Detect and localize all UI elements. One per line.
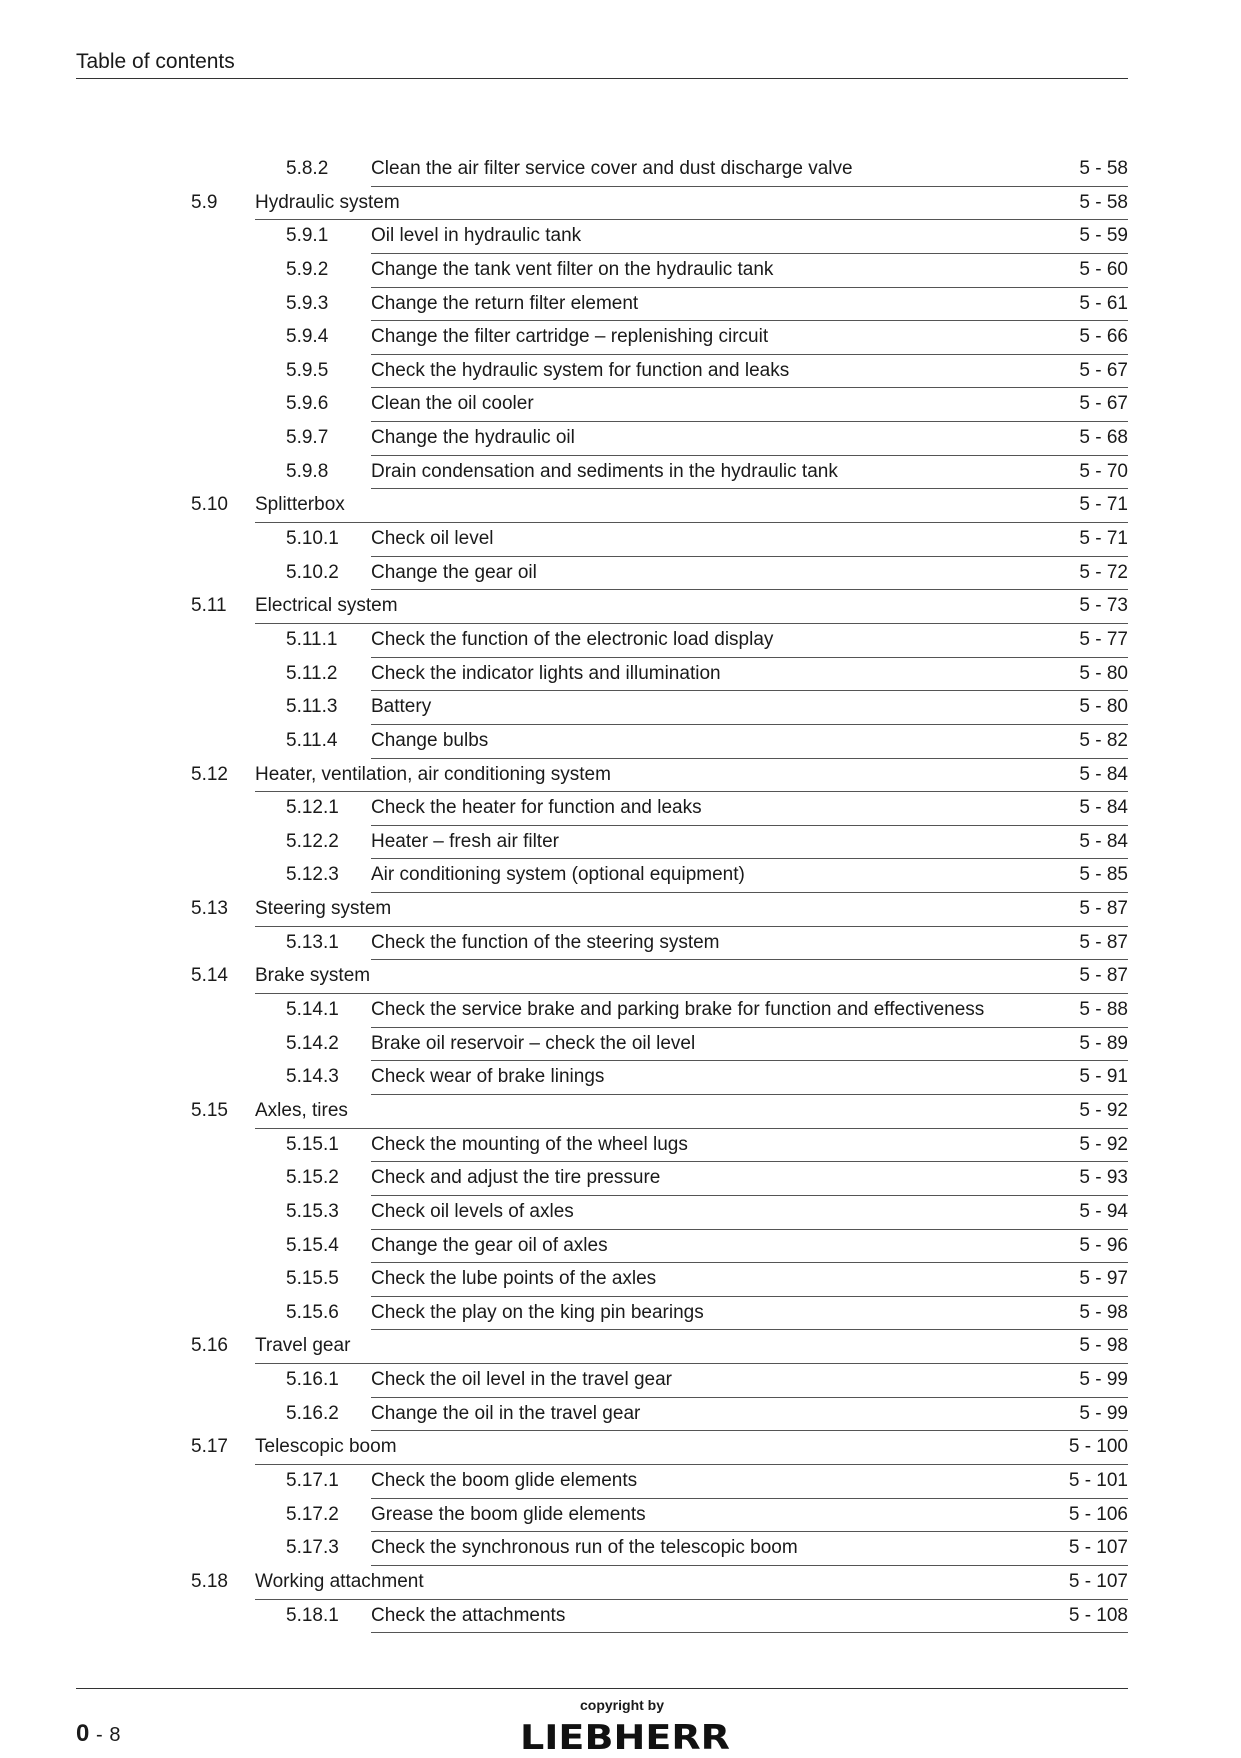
toc-entry-title: Check the lube points of the axles bbox=[371, 1268, 657, 1290]
toc-entry-underline bbox=[371, 825, 1128, 826]
toc-entry-title: Heater, ventilation, air conditioning system bbox=[255, 763, 611, 785]
toc-entry-number: 5.11.3 bbox=[286, 696, 338, 718]
toc-entry-underline bbox=[371, 1094, 1128, 1095]
liebherr-logo: LIEBHERR bbox=[520, 1718, 730, 1758]
toc-subsection-entry[interactable] bbox=[0, 996, 1241, 1030]
toc-entry-page: 5 - 60 bbox=[1079, 258, 1128, 280]
toc-entry-underline bbox=[371, 1397, 1128, 1398]
toc-entry-title: Change the return filter element bbox=[371, 292, 639, 314]
toc-entry-title: Change the hydraulic oil bbox=[371, 427, 575, 449]
toc-subsection-entry[interactable] bbox=[0, 1366, 1241, 1400]
toc-entry-title: Check oil level bbox=[371, 528, 494, 550]
toc-entry-underline bbox=[371, 589, 1128, 590]
toc-entry-page: 5 - 67 bbox=[1079, 393, 1128, 415]
toc-section-entry[interactable] bbox=[0, 189, 1241, 223]
toc-entry-page: 5 - 107 bbox=[1068, 1537, 1128, 1559]
toc-entry-title: Change the tank vent filter on the hydraulic tank bbox=[371, 258, 774, 280]
toc-entry-page: 5 - 87 bbox=[1079, 965, 1128, 987]
toc-subsection-entry[interactable] bbox=[0, 222, 1241, 256]
toc-entry-title: Telescopic boom bbox=[255, 1436, 397, 1458]
footer-divider bbox=[76, 1688, 1128, 1689]
toc-entry-title: Check the mounting of the wheel lugs bbox=[371, 1133, 688, 1155]
toc-entry-number: 5.17.2 bbox=[286, 1503, 339, 1525]
toc-entry-page: 5 - 59 bbox=[1079, 225, 1128, 247]
toc-entry-page: 5 - 88 bbox=[1079, 999, 1128, 1021]
toc-entry-title: Steering system bbox=[255, 898, 392, 920]
toc-entry-page: 5 - 70 bbox=[1079, 460, 1128, 482]
toc-section-entry[interactable] bbox=[0, 1568, 1241, 1602]
toc-entry-page: 5 - 98 bbox=[1079, 1301, 1128, 1323]
page-separator: - bbox=[96, 1724, 103, 1746]
toc-entry-page: 5 - 80 bbox=[1079, 662, 1128, 684]
toc-entry-underline bbox=[371, 488, 1128, 489]
toc-entry-number: 5.15.3 bbox=[286, 1200, 339, 1222]
toc-entry-title: Air conditioning system (optional equipment) bbox=[371, 864, 745, 886]
toc-subsection-entry[interactable] bbox=[0, 1400, 1241, 1434]
toc-entry-page: 5 - 73 bbox=[1079, 595, 1128, 617]
toc-entry-number: 5.15.2 bbox=[286, 1167, 339, 1189]
toc-entry-number: 5.9.6 bbox=[286, 393, 329, 415]
toc-entry-underline bbox=[371, 1296, 1128, 1297]
toc-subsection-entry[interactable] bbox=[0, 357, 1241, 391]
toc-entry-title: Drain condensation and sediments in the hydraulic tank bbox=[371, 460, 838, 482]
toc-entry-number: 5.9.4 bbox=[286, 326, 329, 348]
toc-entry-page: 5 - 100 bbox=[1068, 1436, 1128, 1458]
toc-entry-underline bbox=[371, 287, 1128, 288]
toc-entry-underline bbox=[371, 1161, 1128, 1162]
toc-entry-title: Check the hydraulic system for function and leaks bbox=[371, 359, 790, 381]
toc-entry-title: Travel gear bbox=[255, 1335, 351, 1357]
toc-entry-number: 5.14 bbox=[191, 965, 228, 987]
header-divider bbox=[76, 78, 1128, 79]
toc-entry-page: 5 - 91 bbox=[1079, 1066, 1128, 1088]
toc-entry-underline bbox=[371, 724, 1128, 725]
toc-entry-title: Clean the air filter service cover and dust discharge valve bbox=[371, 158, 853, 179]
toc-entry-title: Axles, tires bbox=[255, 1099, 348, 1121]
toc-entry-page: 5 - 80 bbox=[1079, 696, 1128, 718]
toc-entry-page: 5 - 96 bbox=[1079, 1234, 1128, 1256]
toc-entry-page: 5 - 85 bbox=[1079, 864, 1128, 886]
toc-entry-number: 5.17.3 bbox=[286, 1537, 339, 1559]
toc-entry-underline bbox=[255, 522, 1128, 523]
toc-entry-underline bbox=[371, 1195, 1128, 1196]
toc-section-entry[interactable] bbox=[0, 761, 1241, 795]
toc-section-entry[interactable] bbox=[0, 962, 1241, 996]
toc-entry-title: Battery bbox=[371, 696, 432, 718]
toc-entry-page: 5 - 82 bbox=[1079, 729, 1128, 751]
toc-entry-title: Change bulbs bbox=[371, 729, 489, 751]
toc-subsection-entry[interactable] bbox=[0, 626, 1241, 660]
toc-entry-number: 5.15.6 bbox=[286, 1301, 339, 1323]
toc-entry-title: Clean the oil cooler bbox=[371, 393, 534, 415]
toc-entry-page: 5 - 99 bbox=[1079, 1402, 1128, 1424]
toc-subsection-entry[interactable] bbox=[0, 525, 1241, 559]
toc-entry-page: 5 - 58 bbox=[1079, 158, 1128, 179]
toc-entry-underline bbox=[371, 186, 1128, 187]
toc-entry-number: 5.9.2 bbox=[286, 258, 329, 280]
toc-subsection-entry[interactable] bbox=[0, 323, 1241, 357]
toc-subsection-entry[interactable] bbox=[0, 929, 1241, 963]
toc-entry-underline bbox=[371, 253, 1128, 254]
toc-entry-underline bbox=[371, 387, 1128, 388]
toc-entry-page: 5 - 106 bbox=[1068, 1503, 1128, 1525]
toc-entry-underline bbox=[371, 421, 1128, 422]
toc-entry-title: Check the synchronous run of the telescopic boom bbox=[371, 1537, 798, 1559]
toc-entry-page: 5 - 87 bbox=[1079, 931, 1128, 953]
toc-entry-underline bbox=[255, 1363, 1128, 1364]
toc-section-entry[interactable] bbox=[0, 895, 1241, 929]
toc-entry-underline bbox=[371, 1498, 1128, 1499]
toc-entry-number: 5.11.4 bbox=[286, 729, 338, 751]
toc-entry-page: 5 - 77 bbox=[1079, 628, 1128, 650]
toc-entry-number: 5.10.2 bbox=[286, 561, 339, 583]
toc-entry-number: 5.14.3 bbox=[286, 1066, 339, 1088]
toc-entry-number: 5.11 bbox=[191, 595, 227, 617]
toc-subsection-entry[interactable] bbox=[0, 424, 1241, 458]
toc-entry-underline bbox=[371, 320, 1128, 321]
toc-entry-page: 5 - 71 bbox=[1079, 528, 1128, 550]
toc-entry-number: 5.10.1 bbox=[286, 528, 339, 550]
toc-entry-number: 5.14.1 bbox=[286, 999, 339, 1021]
toc-entry-page: 5 - 93 bbox=[1079, 1167, 1128, 1189]
toc-entry-number: 5.13 bbox=[191, 898, 228, 920]
toc-subsection-entry[interactable] bbox=[0, 1501, 1241, 1535]
toc-entry-underline bbox=[255, 791, 1128, 792]
toc-entry-number: 5.15.5 bbox=[286, 1268, 339, 1290]
toc-entry-title: Check the attachments bbox=[371, 1604, 566, 1626]
toc-entry-number: 5.12.3 bbox=[286, 864, 339, 886]
toc-entry-title: Check oil levels of axles bbox=[371, 1200, 574, 1222]
toc-entry-number: 5.9.5 bbox=[286, 359, 329, 381]
toc-entry-page: 5 - 84 bbox=[1079, 830, 1128, 852]
toc-entry-page: 5 - 97 bbox=[1079, 1268, 1128, 1290]
toc-entry-page: 5 - 94 bbox=[1079, 1200, 1128, 1222]
toc-entry-underline bbox=[255, 1128, 1128, 1129]
toc-entry-underline bbox=[371, 455, 1128, 456]
toc-entry-number: 5.18.1 bbox=[286, 1604, 339, 1626]
toc-entry-title: Check the play on the king pin bearings bbox=[371, 1301, 704, 1323]
toc-entry-underline bbox=[255, 926, 1128, 927]
toc-entry-underline bbox=[371, 959, 1128, 960]
toc-entry-number: 5.8.2 bbox=[286, 158, 329, 179]
toc-entry-underline bbox=[371, 1060, 1128, 1061]
toc-subsection-entry[interactable] bbox=[0, 290, 1241, 324]
toc-entry-underline bbox=[371, 1531, 1128, 1532]
toc-entry-number: 5.9.3 bbox=[286, 292, 329, 314]
toc-entry-underline bbox=[371, 1262, 1128, 1263]
toc-entry-number: 5.9.7 bbox=[286, 427, 329, 449]
toc-entry-title: Splitterbox bbox=[255, 494, 345, 516]
toc-entry-page: 5 - 108 bbox=[1068, 1604, 1128, 1626]
toc-entry-underline bbox=[255, 993, 1128, 994]
toc-entry-title: Change the gear oil of axles bbox=[371, 1234, 608, 1256]
toc-entry-title: Working attachment bbox=[255, 1570, 424, 1592]
toc-entry-title: Check the heater for function and leaks bbox=[371, 797, 702, 819]
toc-entry-underline bbox=[371, 657, 1128, 658]
toc-entry-title: Oil level in hydraulic tank bbox=[371, 225, 582, 247]
toc-entry-underline bbox=[371, 892, 1128, 893]
toc-entry-number: 5.12 bbox=[191, 763, 228, 785]
toc-entry-number: 5.14.2 bbox=[286, 1032, 339, 1054]
toc-entry-title: Check the function of the steering system bbox=[371, 931, 720, 953]
toc-entry-title: Change the filter cartridge – replenishing circuit bbox=[371, 326, 769, 348]
table-of-contents bbox=[0, 155, 1241, 1635]
toc-entry-underline bbox=[371, 1430, 1128, 1431]
toc-subsection-entry[interactable] bbox=[0, 1030, 1241, 1064]
toc-subsection-entry[interactable] bbox=[0, 861, 1241, 895]
toc-entry-underline bbox=[371, 1329, 1128, 1330]
toc-entry-underline bbox=[371, 758, 1128, 759]
page-chapter: 0 bbox=[76, 1720, 90, 1747]
toc-subsection-entry[interactable] bbox=[0, 1232, 1241, 1266]
toc-entry-underline bbox=[371, 556, 1128, 557]
toc-entry-underline bbox=[371, 1027, 1128, 1028]
toc-subsection-entry[interactable] bbox=[0, 390, 1241, 424]
toc-subsection-entry[interactable] bbox=[0, 794, 1241, 828]
toc-subsection-entry[interactable] bbox=[0, 828, 1241, 862]
toc-entry-underline bbox=[371, 690, 1128, 691]
toc-subsection-entry[interactable] bbox=[0, 1063, 1241, 1097]
toc-entry-title: Hydraulic system bbox=[255, 191, 400, 213]
toc-entry-page: 5 - 66 bbox=[1079, 326, 1128, 348]
toc-subsection-entry[interactable] bbox=[0, 155, 1241, 189]
toc-subsection-entry[interactable] bbox=[0, 1164, 1241, 1198]
toc-subsection-entry[interactable] bbox=[0, 256, 1241, 290]
toc-entry-title: Grease the boom glide elements bbox=[371, 1503, 646, 1525]
toc-subsection-entry[interactable] bbox=[0, 559, 1241, 593]
toc-entry-page: 5 - 92 bbox=[1079, 1133, 1128, 1155]
toc-entry-title: Change the oil in the travel gear bbox=[371, 1402, 641, 1424]
toc-entry-title: Check the oil level in the travel gear bbox=[371, 1369, 672, 1391]
toc-entry-number: 5.15.1 bbox=[286, 1133, 339, 1155]
toc-entry-number: 5.9.1 bbox=[286, 225, 329, 247]
toc-section-entry[interactable] bbox=[0, 1332, 1241, 1366]
toc-entry-title: Electrical system bbox=[255, 595, 398, 617]
toc-subsection-entry[interactable] bbox=[0, 660, 1241, 694]
copyright-label: copyright by bbox=[580, 1697, 665, 1713]
page-number bbox=[76, 1720, 121, 1748]
toc-subsection-entry[interactable] bbox=[0, 693, 1241, 727]
toc-entry-underline bbox=[371, 1632, 1128, 1633]
toc-entry-underline bbox=[255, 219, 1128, 220]
toc-section-entry[interactable] bbox=[0, 491, 1241, 525]
toc-entry-number: 5.13.1 bbox=[286, 931, 339, 953]
toc-entry-page: 5 - 99 bbox=[1079, 1369, 1128, 1391]
toc-entry-title: Check the indicator lights and illumination bbox=[371, 662, 721, 684]
toc-entry-page: 5 - 98 bbox=[1079, 1335, 1128, 1357]
toc-entry-page: 5 - 107 bbox=[1068, 1570, 1128, 1592]
toc-entry-number: 5.12.1 bbox=[286, 797, 339, 819]
toc-section-entry[interactable] bbox=[0, 1433, 1241, 1467]
toc-subsection-entry[interactable] bbox=[0, 458, 1241, 492]
toc-entry-underline bbox=[255, 623, 1128, 624]
toc-entry-title: Check the function of the electronic load display bbox=[371, 628, 774, 650]
toc-entry-number: 5.15.4 bbox=[286, 1234, 339, 1256]
toc-entry-page: 5 - 58 bbox=[1079, 191, 1128, 213]
toc-entry-page: 5 - 92 bbox=[1079, 1099, 1128, 1121]
toc-entry-number: 5.10 bbox=[191, 494, 228, 516]
toc-entry-number: 5.16.1 bbox=[286, 1369, 339, 1391]
toc-entry-page: 5 - 84 bbox=[1079, 797, 1128, 819]
toc-entry-page: 5 - 89 bbox=[1079, 1032, 1128, 1054]
toc-entry-underline bbox=[371, 1565, 1128, 1566]
toc-entry-number: 5.15 bbox=[191, 1099, 228, 1121]
toc-entry-underline bbox=[371, 858, 1128, 859]
toc-subsection-entry[interactable] bbox=[0, 1299, 1241, 1333]
toc-subsection-entry[interactable] bbox=[0, 1265, 1241, 1299]
toc-subsection-entry[interactable] bbox=[0, 1198, 1241, 1232]
toc-entry-page: 5 - 71 bbox=[1079, 494, 1128, 516]
toc-subsection-entry[interactable] bbox=[0, 727, 1241, 761]
toc-entry-title: Check wear of brake linings bbox=[371, 1066, 605, 1088]
toc-subsection-entry[interactable] bbox=[0, 1467, 1241, 1501]
toc-entry-number: 5.11.2 bbox=[286, 662, 338, 684]
toc-entry-page: 5 - 68 bbox=[1079, 427, 1128, 449]
toc-entry-underline bbox=[371, 1229, 1128, 1230]
toc-entry-underline bbox=[255, 1464, 1128, 1465]
page-index: 8 bbox=[109, 1724, 121, 1746]
toc-entry-page: 5 - 101 bbox=[1068, 1469, 1128, 1491]
toc-entry-underline bbox=[371, 354, 1128, 355]
toc-section-entry[interactable] bbox=[0, 592, 1241, 626]
toc-entry-title: Brake system bbox=[255, 965, 371, 987]
toc-entry-page: 5 - 61 bbox=[1079, 292, 1128, 314]
toc-entry-title: Heater – fresh air filter bbox=[371, 830, 559, 852]
toc-entry-title: Check the boom glide elements bbox=[371, 1469, 638, 1491]
toc-entry-number: 5.12.2 bbox=[286, 830, 339, 852]
toc-entry-number: 5.17 bbox=[191, 1436, 228, 1458]
toc-entry-page: 5 - 87 bbox=[1079, 898, 1128, 920]
toc-section-entry[interactable] bbox=[0, 1097, 1241, 1131]
toc-entry-title: Change the gear oil bbox=[371, 561, 537, 583]
toc-entry-page: 5 - 72 bbox=[1079, 561, 1128, 583]
toc-subsection-entry[interactable] bbox=[0, 1602, 1241, 1636]
toc-entry-number: 5.11.1 bbox=[286, 628, 338, 650]
toc-entry-page: 5 - 84 bbox=[1079, 763, 1128, 785]
toc-entry-number: 5.18 bbox=[191, 1570, 228, 1592]
toc-entry-number: 5.16 bbox=[191, 1335, 228, 1357]
toc-entry-number: 5.9.8 bbox=[286, 460, 329, 482]
toc-entry-underline bbox=[255, 1599, 1128, 1600]
toc-entry-number: 5.17.1 bbox=[286, 1469, 339, 1491]
page-title: Table of contents bbox=[76, 50, 235, 73]
toc-subsection-entry[interactable] bbox=[0, 1534, 1241, 1568]
toc-entry-title: Check the service brake and parking brake for function and effectiveness bbox=[371, 999, 985, 1021]
toc-entry-page: 5 - 67 bbox=[1079, 359, 1128, 381]
toc-subsection-entry[interactable] bbox=[0, 1131, 1241, 1165]
toc-entry-title: Brake oil reservoir – check the oil level bbox=[371, 1032, 696, 1054]
toc-entry-number: 5.16.2 bbox=[286, 1402, 339, 1424]
toc-entry-number: 5.9 bbox=[191, 191, 218, 213]
toc-entry-title: Check and adjust the tire pressure bbox=[371, 1167, 661, 1189]
